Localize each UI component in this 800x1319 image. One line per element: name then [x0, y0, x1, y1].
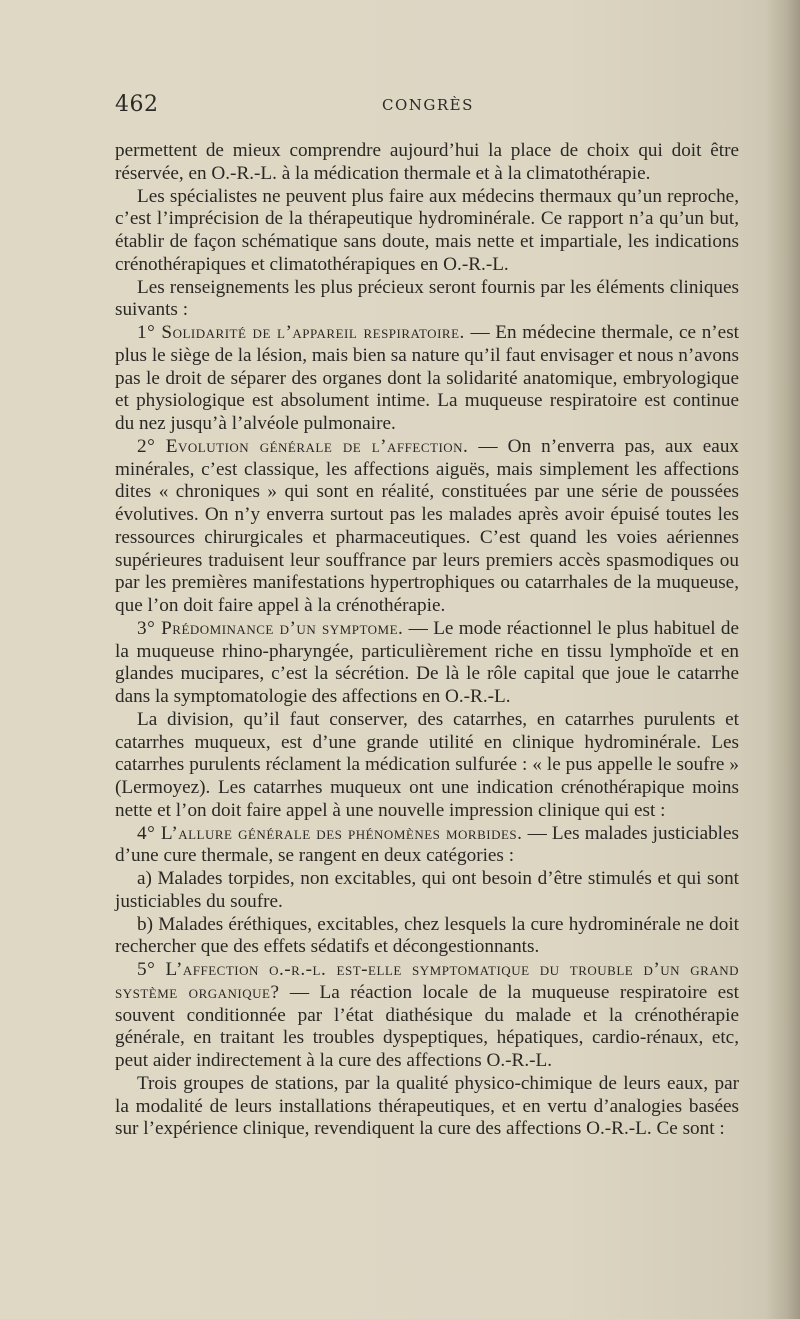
- paragraph-text: b) Malades éréthiques, excitables, chez lesquels la cure hydrominérale ne doit rechercher que des effets sédatifs et décongestionnants.: [115, 913, 739, 958]
- paragraph: [115, 868, 739, 914]
- paragraph-text: La division, qu’il faut conserver, des catarrhes, en catarrhes purulents et catarrhes muqueux, est d’une grande utilité en clinique hydrominérale. Les catarrhes purulents réclament la médication sulfurée : « le pus appelle le soufre » (Lermoyez). Les catarrhes muqueux ont une indication crénothérapique moins nette et l’on doit faire appel à une nouvelle impression clinique qui est :: [115, 708, 739, 821]
- page-header: [115, 92, 735, 122]
- paragraph: [115, 914, 739, 960]
- body-text: [115, 140, 739, 1141]
- section-heading: 1° Solidarité de l’appareil respiratoire.: [137, 322, 465, 343]
- page-number: 462: [115, 92, 159, 117]
- section-heading: 3° Prédominance d’un symptome.: [137, 617, 404, 639]
- paragraph: [115, 436, 739, 618]
- paragraph: [115, 1073, 739, 1141]
- paragraph-text: Les spécialistes ne peuvent plus faire aux médecins thermaux qu’un reproche, c’est l’imprécision de la thérapeutique hydrominérale. Ce rapport n’a qu’un but, établir de façon schématique sans doute, mais nette et impartiale, les indications crénothérapiques et climatothérapiques en O.-R.-L.: [115, 185, 739, 275]
- paragraph: [115, 322, 739, 436]
- paragraph: [115, 618, 739, 709]
- page-gutter-shadow: [766, 0, 800, 1319]
- section-heading: 5° L’affection o.-r.-l. est-elle symptomatique du trouble d’un grand système organique?: [115, 959, 739, 1003]
- paragraph-text: — On n’enverra pas, aux eaux minérales, c’est classique, les affections aiguës, mais simplement les affections dites « chroniques » qui sont en réalité, constituées par une série de poussées évolutives. On n’y enverra surtout pas les malades après avoir épuisé toutes les ressources chirurgicales et pharmaceutiques. C’est quand les voies aériennes supérieures traduisent leur souffrance par leurs premiers accès spasmodiques ou par les premières manifestations hypertrophiques ou catarrhales de la muqueuse, que l’on doit faire appel à la crénothérapie.: [115, 435, 740, 616]
- paragraph: [115, 277, 739, 323]
- section-heading: 2° Evolution générale de l’affection.: [137, 435, 469, 457]
- paragraph-text: — Le mode réactionnel le plus habituel de la muqueuse rhino-pharyngée, particulièrement riche en tissu lymphoïde et en glandes mucipares, c’est la sécrétion. De là le rôle capital que joue le catarrhe dans la symptomatologie des affections en O.-R.-L.: [115, 617, 740, 707]
- paragraph-text: Trois groupes de stations, par la qualité physico-chimique de leurs eaux, par la modalité de leurs installations thérapeutiques, et en vertu d’analogies basées sur l’expérience clinique, revendiquent la cure des affections O.-R.-L. Ce sont :: [115, 1072, 739, 1140]
- paragraph-text: — En médecine thermale, ce n’est plus le siège de la lésion, mais bien sa nature qu’il faut envisager et nous n’avons pas le droit de séparer des organes dont la solidarité anatomique, embryologique et physiologique est absolument intime. La muqueuse respiratoire est continue du nez jusqu’à l’alvéole pulmonaire.: [115, 322, 739, 434]
- paragraph: [115, 959, 739, 1073]
- paragraph: [115, 186, 739, 277]
- paragraph: [115, 140, 739, 186]
- paragraph-text: — La réaction locale de la muqueuse respiratoire est souvent conditionnée par l’état diathésique du malade et la crénothérapie générale, en traitant les troubles dyspeptiques, hépatiques, cardio-rénaux, etc, peut aider indirectement à la cure des affections O.-R.-L.: [115, 981, 739, 1071]
- paragraph: [115, 823, 739, 869]
- running-title: CONGRÈS: [382, 96, 474, 114]
- paragraph-text: Les renseignements les plus précieux seront fournis par les éléments cliniques suivants :: [115, 276, 739, 321]
- section-heading: 4° L’allure générale des phénomènes morbides.: [137, 822, 523, 844]
- paragraph-text: a) Malades torpides, non excitables, qui ont besoin d’être stimulés et qui sont justiciables du soufre.: [115, 868, 739, 912]
- paragraph: [115, 709, 739, 823]
- paragraph-text: — Les malades justiciables d’une cure thermale, se rangent en deux catégories :: [115, 822, 739, 867]
- paragraph-text: permettent de mieux comprendre aujourd’hui la place de choix qui doit être réservée, en O.-R.-L. à la médication thermale et à la climatothérapie.: [115, 140, 739, 184]
